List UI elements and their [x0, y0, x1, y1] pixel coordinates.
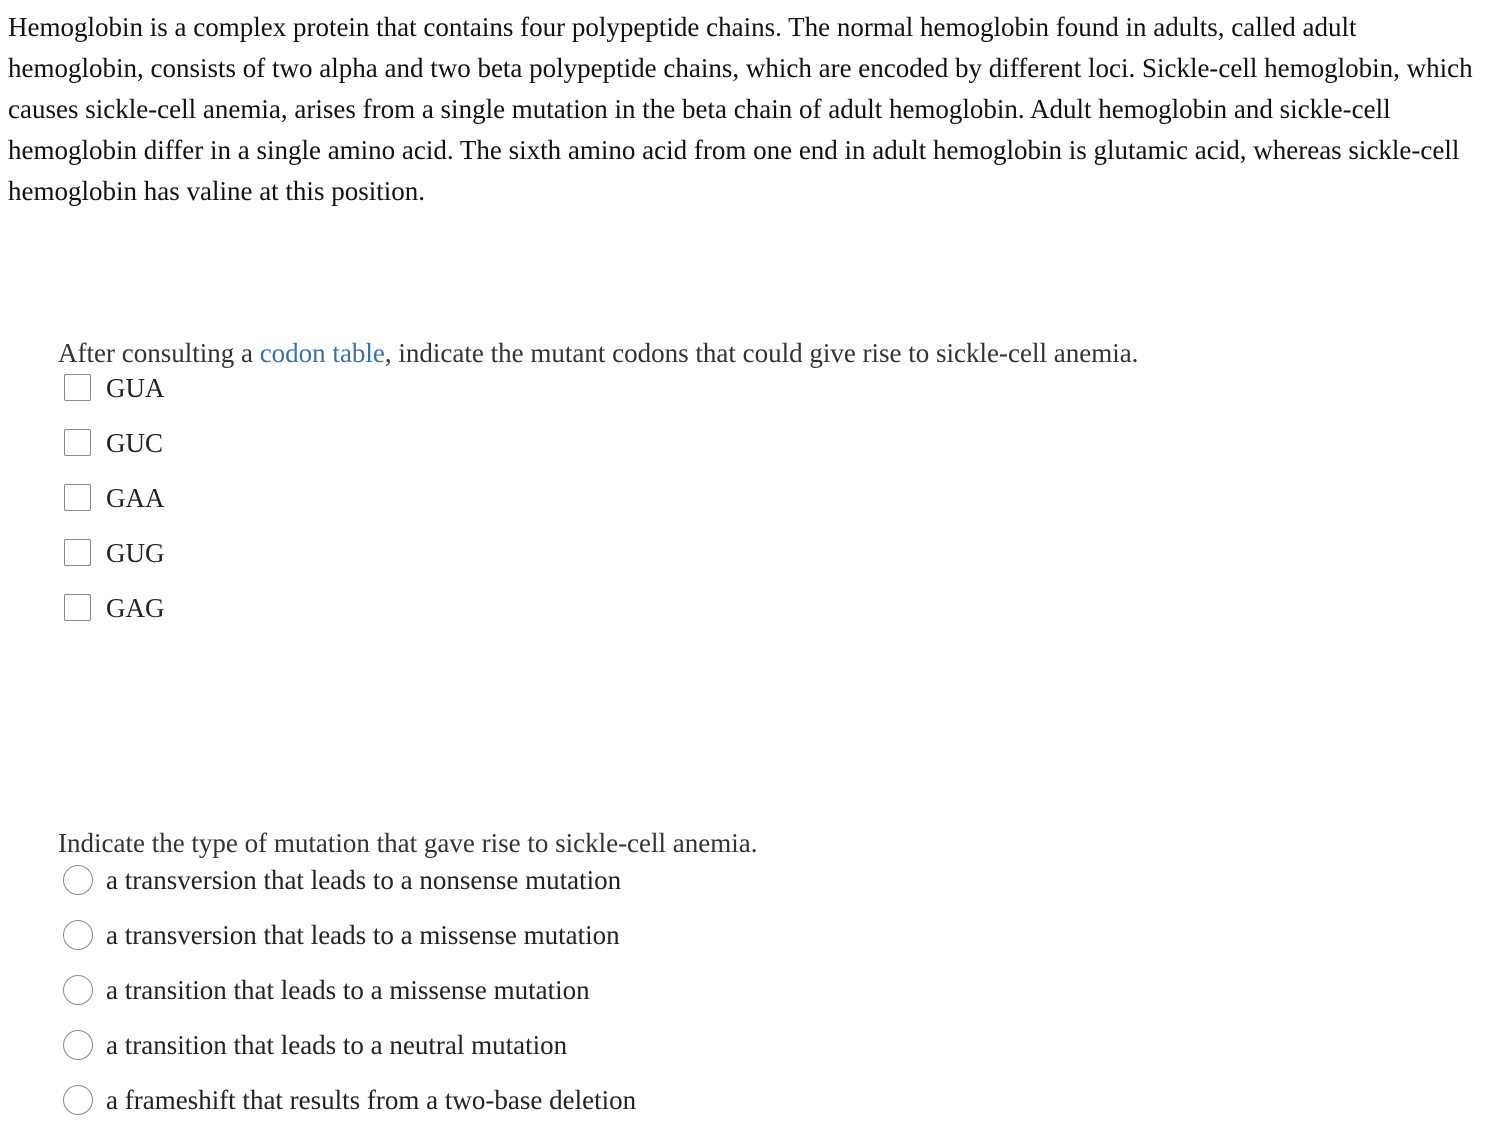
question-1-prompt-start: After consulting a: [58, 338, 260, 368]
option-label: a transition that leads to a neutral mutation: [106, 1029, 568, 1060]
radio-button[interactable]: [63, 1085, 93, 1115]
checkbox[interactable]: [64, 539, 91, 566]
mutation-option-5[interactable]: [58, 1084, 637, 1143]
option-label: a transversion that leads to a nonsense mutation: [106, 864, 622, 895]
question-2-options: [58, 864, 637, 1143]
codon-option-gag[interactable]: [58, 592, 165, 653]
radio-button[interactable]: [63, 975, 93, 1005]
question-2-prompt: Indicate the type of mutation that gave rise to sickle-cell anemia.: [58, 828, 758, 858]
codon-table-link[interactable]: codon table: [259, 338, 385, 368]
option-label: a transversion that leads to a missense mutation: [106, 919, 620, 950]
checkbox[interactable]: [64, 594, 91, 621]
question-1-options: [58, 372, 165, 653]
radio-button[interactable]: [63, 865, 93, 895]
option-label: a frameshift that results from a two-base deletion: [106, 1084, 637, 1115]
question-1-prompt: [58, 336, 1138, 370]
checkbox[interactable]: [64, 484, 91, 511]
option-label: a transition that leads to a missense mutation: [106, 974, 590, 1005]
option-label: GUG: [106, 537, 165, 568]
radio-button[interactable]: [63, 1030, 93, 1060]
mutation-option-4[interactable]: [58, 1029, 636, 1088]
option-label: GAA: [106, 482, 165, 513]
mutation-option-2[interactable]: [58, 919, 636, 978]
mutation-option-1[interactable]: [58, 864, 636, 923]
question-1-prompt-end: , indicate the mutant codons that could give rise to sickle-cell anemia.: [384, 338, 1139, 368]
checkbox[interactable]: [64, 429, 91, 456]
mutation-option-3[interactable]: [58, 974, 636, 1033]
checkbox[interactable]: [64, 374, 91, 401]
intro-paragraph: Hemoglobin is a complex protein that contains four polypeptide chains. The normal hemoglobin found in adults, called adult hemoglobin, consists of two alpha and two beta polypeptide chains, which are encoded by different loci. Sickle-cell hemoglobin, which causes sickle-cell anemia, arises from a single mutation in the beta chain of adult hemoglobin. Adult hemoglobin and sickle-cell hemoglobin differ in a single amino acid. The sixth amino acid from one end in adult hemoglobin is glutamic acid, whereas sickle-cell hemoglobin has valine at this position.: [8, 12, 1473, 206]
option-label: GAG: [106, 592, 165, 623]
radio-button[interactable]: [63, 920, 93, 950]
option-label: GUC: [106, 427, 164, 458]
option-label: GUA: [106, 372, 165, 403]
